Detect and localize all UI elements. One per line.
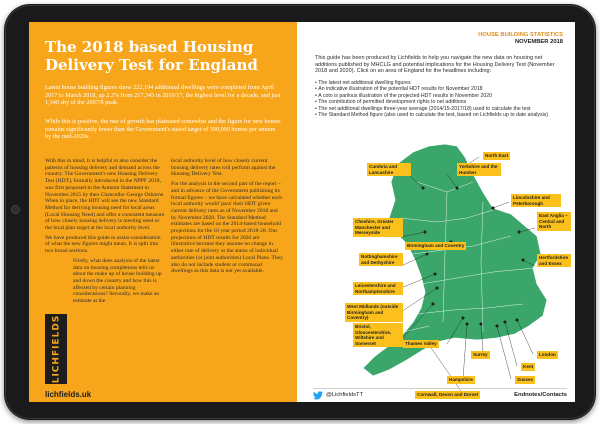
region-label-birmingham-coventry[interactable]: Birmingham and Coventry xyxy=(407,243,465,248)
body-paragraph: local authority level of how closely current housing delivery rates will perform against the Housing Delivery Test. xyxy=(171,158,276,178)
bullet-item: • A coto is parilous illustration of the projected HDT results in November 2020 xyxy=(315,93,569,99)
region-label-cheshire-manchester-merseyside[interactable]: Cheshire, Greater Manchester and Merseyside xyxy=(353,218,403,237)
region-label-west-midlands[interactable]: West Midlands (outside Birmingham and Coventry) xyxy=(345,303,403,322)
region-label-yorkshire-humber[interactable]: Yorkshire and the Humber xyxy=(457,163,501,176)
guide-intro: This guide has been produced by Lichfields to help you navigate the new data on housing net additions published by MHCLG and potential implications for the Housing Delivery Test (November 2018 and 2020). Click on an area of England for the headlines including: xyxy=(315,55,555,75)
body-paragraph: With this in mind, it is helpful to also consider the patterns of housing delivery and demand across the country. The Government's new Housing Delivery Test (HDT), formally introduced in the NPPF 2018, was first proposed in the Autumn Statement in November 2015 by then Chancellor George Osborne. When in place, the HDT will see the new Standard Method for deriving housing need for local areas (Local Housing Need) and offer a consistent measure of how closely housing delivery is meeting need or the local plan target at the local authority level. xyxy=(45,158,165,232)
region-label-north-east[interactable]: North East xyxy=(485,153,509,158)
logo-text: LICHFIELDS xyxy=(51,314,61,384)
footer xyxy=(313,388,567,401)
region-label-sussex[interactable]: Sussex xyxy=(517,377,534,382)
region-label-cornwall-devon-dorset[interactable]: Cornwall, Devon and Dorset xyxy=(417,392,479,397)
bullet-item: • An indicative illustration of the potential HDT results for November 2018 xyxy=(315,86,569,92)
region-label-lincolnshire-peterborough[interactable]: Lincolnshire and Peterborough xyxy=(511,194,561,207)
right-page xyxy=(297,22,575,402)
endnotes-link[interactable]: Endnotes/Contacts xyxy=(514,392,567,398)
body-paragraph: Firstly, what does analysis of the latest data on housing completions tells us about the make up of house building up and down the country and how this is affected by certain planning considerations? Secondly, we make an estimate at the xyxy=(73,257,162,305)
region-label-cumbria-lancashire[interactable]: Cumbria and Lancashire xyxy=(367,163,411,176)
region-label-london[interactable]: London xyxy=(539,352,556,357)
text-column-1 xyxy=(45,158,165,308)
region-label-kent[interactable]: Kent xyxy=(523,364,534,369)
publication-heading: HOUSE BUILDING STATISTICS xyxy=(478,32,563,38)
region-label-leicestershire-northamptonshire[interactable]: Leicestershire and Northamptonshire xyxy=(353,282,403,295)
intro-paragraph: Latest house building figures show 222,194 additional dwellings were completed from April 2017 to March 2018, up 2.2% from 217,345 in 2016/17, the highest level for a decade, and just 1,340 shy of the 2007/8 peak. xyxy=(45,84,281,107)
bullet-item: • The net additional dwellings three-year average (2014/15-2017/18) used to calculate the test xyxy=(315,106,569,112)
screen xyxy=(29,22,575,402)
left-page xyxy=(29,22,297,402)
bullet-item: • The latest net additional dwelling figures xyxy=(315,80,569,86)
region-label-hertfordshire-essex[interactable]: Hertfordshire and Essex xyxy=(537,254,571,267)
body-paragraph: We have produced this guide to assist consideration of what the new figures might mean. It is split into two broad sections. xyxy=(45,234,161,255)
bullet-item: • The Standard Method figure (also used to calculate the test, based on Lichfields up to date analysis) xyxy=(315,112,569,118)
website-link[interactable]: lichfields.uk xyxy=(45,390,92,399)
region-label-bristol-gloucestershire-wiltshire-somerset[interactable]: Bristol, Gloucestershire, Wiltshire and Somerset xyxy=(353,323,403,347)
text-column-2 xyxy=(171,158,283,278)
region-label-nottinghamshire-derbyshire[interactable]: Nottinghamshire and Derbyshire xyxy=(359,253,403,266)
intro-paragraph: While this is positive, the rate of growth has plateaued somewhat and the figure for new homes remains significantly lower than the Government's stated target of 300,000 homes per annum by the mid-2020s. xyxy=(45,118,281,141)
publication-date: NOVEMBER 2018 xyxy=(514,39,563,45)
region-label-surrey[interactable]: Surrey xyxy=(473,352,488,357)
camera-icon xyxy=(11,205,20,214)
region-label-hampshire[interactable]: Hampshire xyxy=(449,377,473,382)
body-paragraph: For the analysis in the second part of the report – and in advance of the Government publishing its formal figures – we have calculated whether each local authority would 'pass' their HDT given current delivery rates as of November 2018 and by November 2020. The Standard Method estimates are based on the 2014-based household projections for the 10 year period 2018-28. Our projections of HDT results for 2020 are illustrative because they assume no change in either rate of delivery or the status of individual authorities (or joint authorities) Local Plans. They also do not include student or communal dwellings as this data is not yet available. xyxy=(171,181,283,275)
region-label-east-anglia[interactable]: East Anglia – Central and North xyxy=(537,212,571,231)
tablet-frame xyxy=(4,4,596,420)
twitter-handle[interactable]: @LichfieldsTT xyxy=(326,392,364,398)
region-label-thames-valley[interactable]: Thames Valley xyxy=(405,341,437,346)
page-title: The 2018 based Housing Delivery Test for England xyxy=(45,38,258,74)
bullet-item: • The contribution of permitted development rights to net additions xyxy=(315,99,569,105)
twitter-icon[interactable] xyxy=(313,391,323,400)
